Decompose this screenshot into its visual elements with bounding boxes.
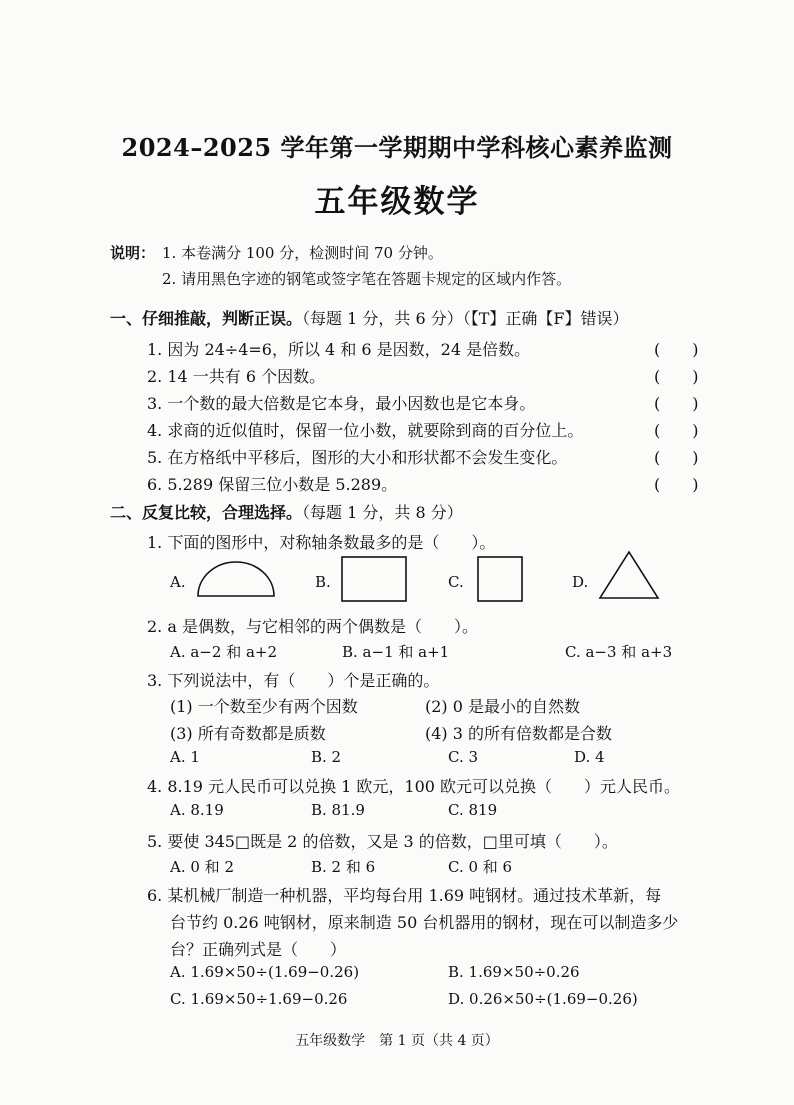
square-shape [476,555,526,603]
choice-q4-stem: 4. 8.19 元人民币可以兑换 1 欧元，100 欧元可以兑换（ ）元人民币。 [147,777,681,796]
q6-option-b: B. 1.69×50÷0.26 [448,963,580,981]
q3-statement-3: (3) 所有奇数都是质数 [170,724,326,743]
q2-option-a: A. a−2 和 a+2 [170,643,278,661]
q1-option-b-label: B. [315,573,331,591]
answer-paren-4: ( ) [654,421,699,440]
choice-q6-stem-line-2: 台节约 0.26 吨钢材，原来制造 50 台机器用的钢材，现在可以制造多少 [170,913,679,932]
choice-q5-stem: 5. 要使 345□既是 2 的倍数，又是 3 的倍数，□里可填（ ）。 [147,832,618,851]
q2-option-c: C. a−3 和 a+3 [565,643,673,661]
answer-paren-2: ( ) [654,367,699,386]
exam-title: 2024–2025 学年第一学期期中学科核心素养监测 [121,133,673,162]
q3-option-c: C. 3 [448,748,479,766]
section-1-meta: （每题 1 分，共 6 分）（【T】正确【F】错误） [302,309,629,328]
notes-line-2: 2. 请用黑色字迹的钢笔或签字笔在答题卡规定的区域内作答。 [162,270,572,288]
choice-q2-stem: 2. a 是偶数，与它相邻的两个偶数是（ ）。 [147,617,478,636]
section-2-header [110,500,463,523]
q3-statement-2: (2) 0 是最小的自然数 [425,697,581,716]
judge-item-3: 3. 一个数的最大倍数是它本身，最小因数也是它本身。 [147,394,536,413]
section-2-heading: 二、反复比较，合理选择。 [110,503,303,522]
triangle-shape [598,550,662,602]
section-1-header [110,306,629,329]
answer-paren-6: ( ) [654,475,699,494]
q2-option-b: B. a−1 和 a+1 [342,643,450,661]
exam-subject-title: 五年级数学 [314,184,480,220]
rectangle-shape [340,555,410,603]
semicircle-shape [196,558,278,600]
notes-line-1: 1. 本卷满分 100 分，检测时间 70 分钟。 [162,244,443,262]
answer-paren-3: ( ) [654,394,699,413]
section-2-meta: （每题 1 分，共 8 分） [302,503,463,522]
q1-option-a-label: A. [170,573,186,591]
q6-option-c: C. 1.69×50÷1.69−0.26 [170,990,348,1008]
q4-option-c: C. 819 [448,801,498,819]
q4-option-a: A. 8.19 [170,801,224,819]
answer-paren-1: ( ) [654,340,699,359]
notes-label: 说明： [110,244,156,262]
q5-option-c: C. 0 和 6 [448,858,513,876]
judge-item-5: 5. 在方格纸中平移后，图形的大小和形状都不会发生变化。 [147,448,568,467]
judge-item-2: 2. 14 一共有 6 个因数。 [147,367,326,386]
q6-option-d: D. 0.26×50÷(1.69−0.26) [448,990,638,1008]
q3-option-b: B. 2 [311,748,342,766]
section-1-heading: 一、仔细推敲，判断正误。 [110,309,303,328]
q6-option-a: A. 1.69×50÷(1.69−0.26) [170,963,360,981]
choice-q1-stem: 1. 下面的图形中，对称轴条数最多的是（ ）。 [147,533,496,552]
q5-option-b: B. 2 和 6 [311,858,376,876]
judge-item-4: 4. 求商的近似值时，保留一位小数，就要除到商的百分位上。 [147,421,584,440]
page-footer: 五年级数学 第 1 页（共 4 页） [295,1033,499,1049]
q3-statement-4: (4) 3 的所有倍数都是合数 [425,724,613,743]
q3-option-d: D. 4 [574,748,605,766]
judge-item-6: 6. 5.289 保留三位小数是 5.289。 [147,475,398,494]
q4-option-b: B. 81.9 [311,801,365,819]
judge-item-1: 1. 因为 24÷4=6，所以 4 和 6 是因数，24 是倍数。 [147,340,531,359]
q3-option-a: A. 1 [170,748,200,766]
answer-paren-5: ( ) [654,448,699,467]
q1-option-c-label: C. [448,573,464,591]
choice-q3-stem: 3. 下列说法中，有（ ）个是正确的。 [147,671,440,690]
q3-statement-1: (1) 一个数至少有两个因数 [170,697,358,716]
choice-q6-stem-line-3: 台？正确列式是（ ） [170,940,347,959]
q1-option-d-label: D. [572,573,589,591]
choice-q6-stem-line-1: 6. 某机械厂制造一种机器，平均每台用 1.69 吨钢材。通过技术革新，每 [147,886,662,905]
q5-option-a: A. 0 和 2 [170,858,234,876]
